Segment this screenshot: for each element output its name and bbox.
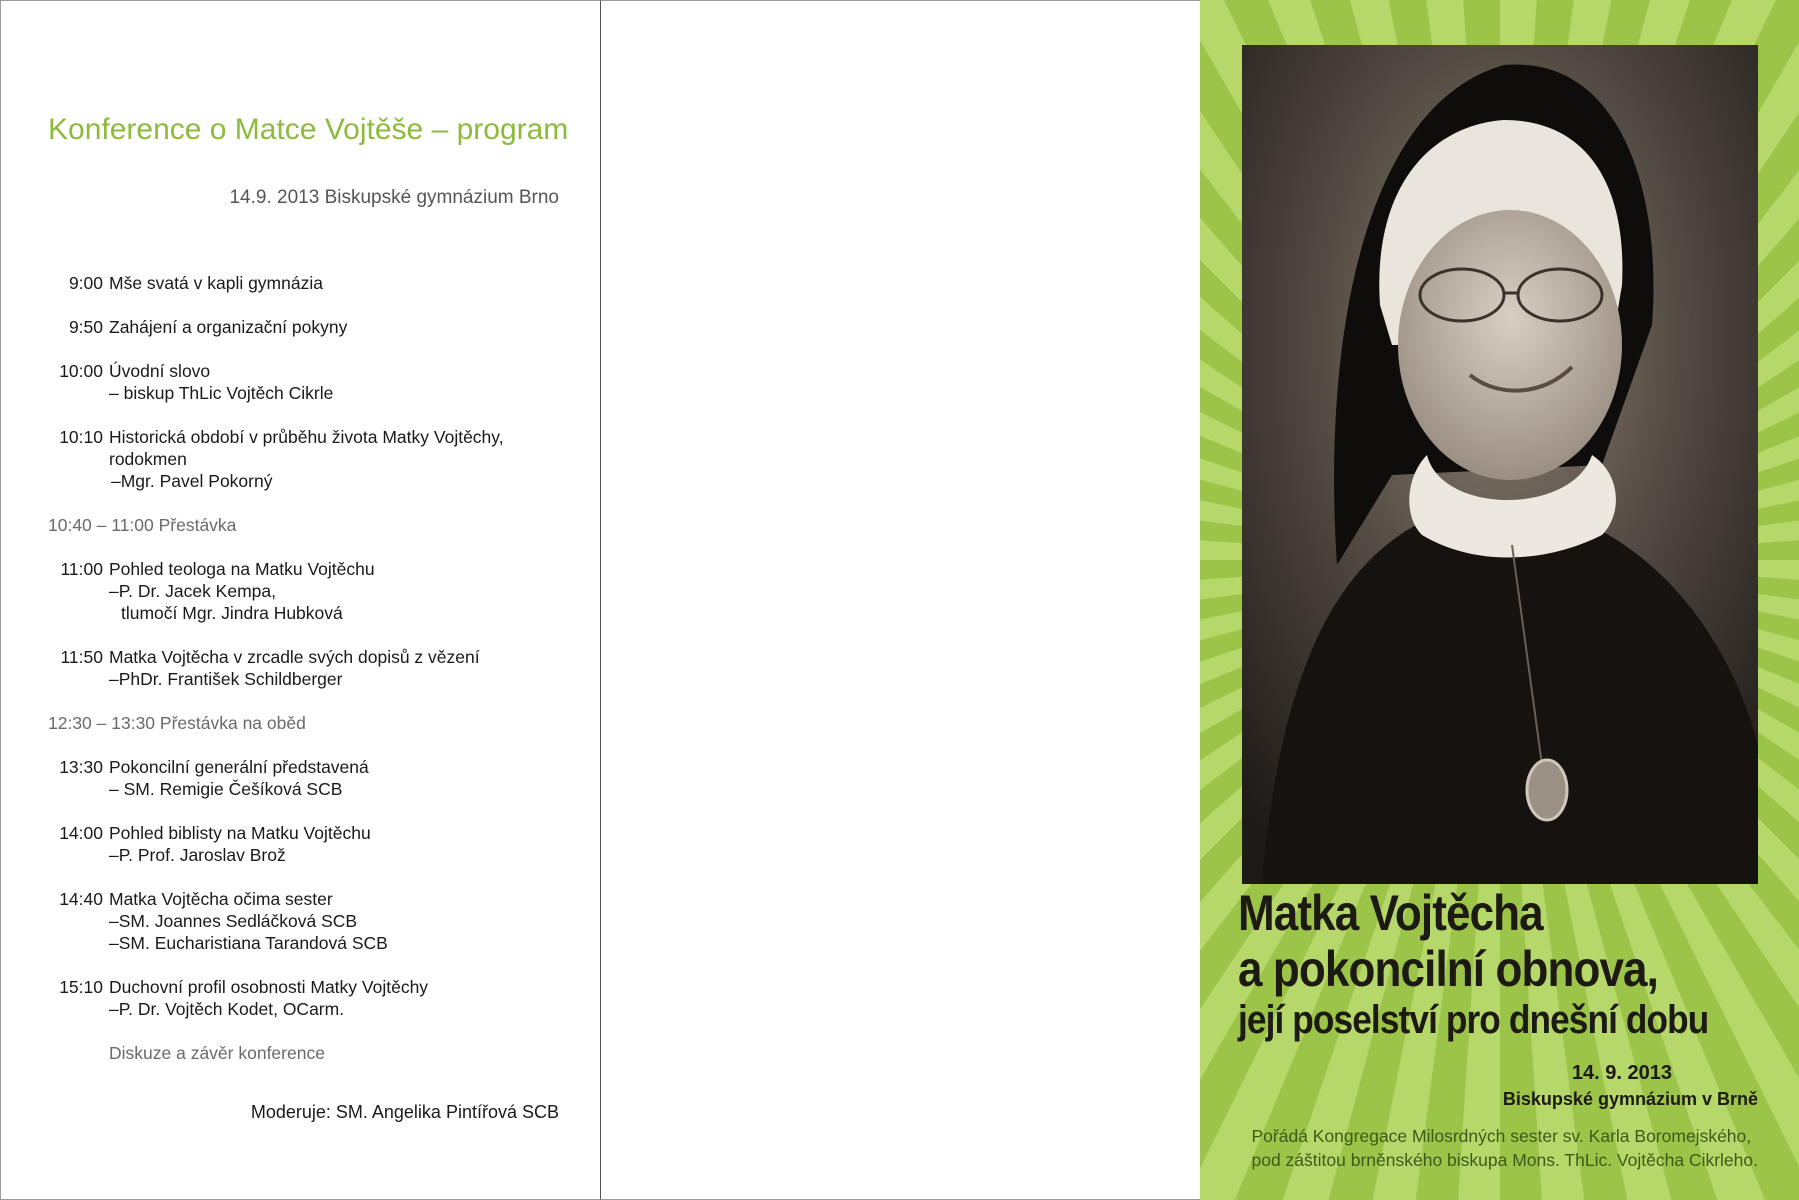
agenda-item xyxy=(48,646,568,690)
cover-organizer-line1: Pořádá Kongregace Milosrdných sester sv. Karla Boromejského, xyxy=(1251,1126,1752,1146)
agenda-list xyxy=(48,272,568,1064)
agenda-closing xyxy=(48,1042,568,1064)
cover-organizer-line2: pod záštitou brněnského biskupa Mons. ThLic. Vojtěcha Cikrleho. xyxy=(1251,1150,1758,1170)
agenda-speaker: –P. Prof. Jaroslav Brož xyxy=(109,845,286,865)
agenda-speaker: –P. Dr. Jacek Kempa, xyxy=(109,581,276,601)
agenda-text: Historická období v průběhu života Matky Vojtěchy, xyxy=(109,427,504,447)
agenda-time: 10:10 xyxy=(59,427,103,447)
agenda-text: Matka Vojtěcha očima sester xyxy=(109,889,333,909)
agenda-text: Pohled teologa na Matku Vojtěchu xyxy=(109,559,375,579)
agenda-text: Matka Vojtěcha v zrcadle svých dopisů z vězení xyxy=(109,647,480,667)
agenda-text: Pokoncilní generální představená xyxy=(109,757,369,777)
agenda-time: 15:10 xyxy=(59,977,103,997)
agenda-speaker: – SM. Remigie Češíková SCB xyxy=(109,779,343,799)
cover-venue: Biskupské gymnázium v Brně xyxy=(1502,1089,1758,1109)
cover-title-line3: její poselství pro dnešní dobu xyxy=(1238,998,1709,1042)
agenda-item xyxy=(48,822,568,866)
agenda-speaker: –SM. Eucharistiana Tarandová SCB xyxy=(109,933,388,953)
nun-portrait-image xyxy=(1242,45,1758,884)
agenda-text: Mše svatá v kapli gymnázia xyxy=(109,273,323,293)
agenda-item xyxy=(48,558,568,624)
agenda-time: 10:00 xyxy=(59,361,103,381)
blank-panel xyxy=(601,0,1200,1200)
agenda-item xyxy=(48,360,568,404)
agenda-speaker: tlumočí Mgr. Jindra Hubková xyxy=(121,603,343,623)
agenda-time: 9:00 xyxy=(68,273,103,293)
cover-date: 14. 9. 2013 xyxy=(1571,1062,1672,1084)
cover-title xyxy=(1238,885,1778,1043)
agenda-item xyxy=(48,888,568,954)
agenda-item xyxy=(48,426,568,492)
cover-title-line2: a pokoncilní obnova, xyxy=(1238,941,1658,997)
moderator: Moderuje: SM. Angelika Pintířová SCB xyxy=(250,1102,559,1122)
agenda-closing-text: Diskuze a závěr konference xyxy=(109,1043,325,1063)
agenda-item xyxy=(48,316,568,338)
agenda-speaker: – biskup ThLic Vojtěch Cikrle xyxy=(109,383,334,403)
agenda-item xyxy=(48,272,568,294)
agenda-speaker: –PhDr. František Schildberger xyxy=(109,669,343,689)
agenda-speaker: –P. Dr. Vojtěch Kodet, OCarm. xyxy=(109,999,345,1019)
agenda-time: 14:40 xyxy=(59,889,103,909)
cover-organizer xyxy=(1251,1124,1758,1172)
program-panel xyxy=(0,0,601,1200)
agenda-speaker: –Mgr. Pavel Pokorný xyxy=(111,471,273,491)
agenda-break xyxy=(48,514,568,536)
agenda-time: 9:50 xyxy=(68,317,103,337)
agenda-text-cont: rodokmen xyxy=(109,449,187,469)
cover-panel xyxy=(1200,0,1799,1200)
agenda-text: Duchovní profil osobnosti Matky Vojtěchy xyxy=(109,977,429,997)
agenda-time: 14:00 xyxy=(59,823,103,843)
cover-title-line1: Matka Vojtěcha xyxy=(1238,885,1543,941)
agenda-speaker: –SM. Joannes Sedláčková SCB xyxy=(109,911,358,931)
agenda-break-label: 12:30 – 13:30 Přestávka na oběd xyxy=(48,713,306,733)
agenda-text: Úvodní slovo xyxy=(109,361,211,381)
agenda-text: Pohled biblisty na Matku Vojtěchu xyxy=(109,823,371,843)
agenda-item xyxy=(48,756,568,800)
portrait-photo xyxy=(1242,45,1758,884)
agenda-time: 11:50 xyxy=(60,647,103,667)
agenda-item xyxy=(48,976,568,1020)
agenda-time: 11:00 xyxy=(60,559,103,579)
agenda-break-label: 10:40 – 11:00 Přestávka xyxy=(48,515,237,535)
agenda-text: Zahájení a organizační pokyny xyxy=(109,317,348,337)
agenda-break xyxy=(48,712,568,734)
agenda-time: 13:30 xyxy=(59,757,103,777)
program-title: Konference o Matce Vojtěše – program xyxy=(48,113,569,146)
program-subtitle: 14.9. 2013 Biskupské gymnázium Brno xyxy=(229,187,559,208)
